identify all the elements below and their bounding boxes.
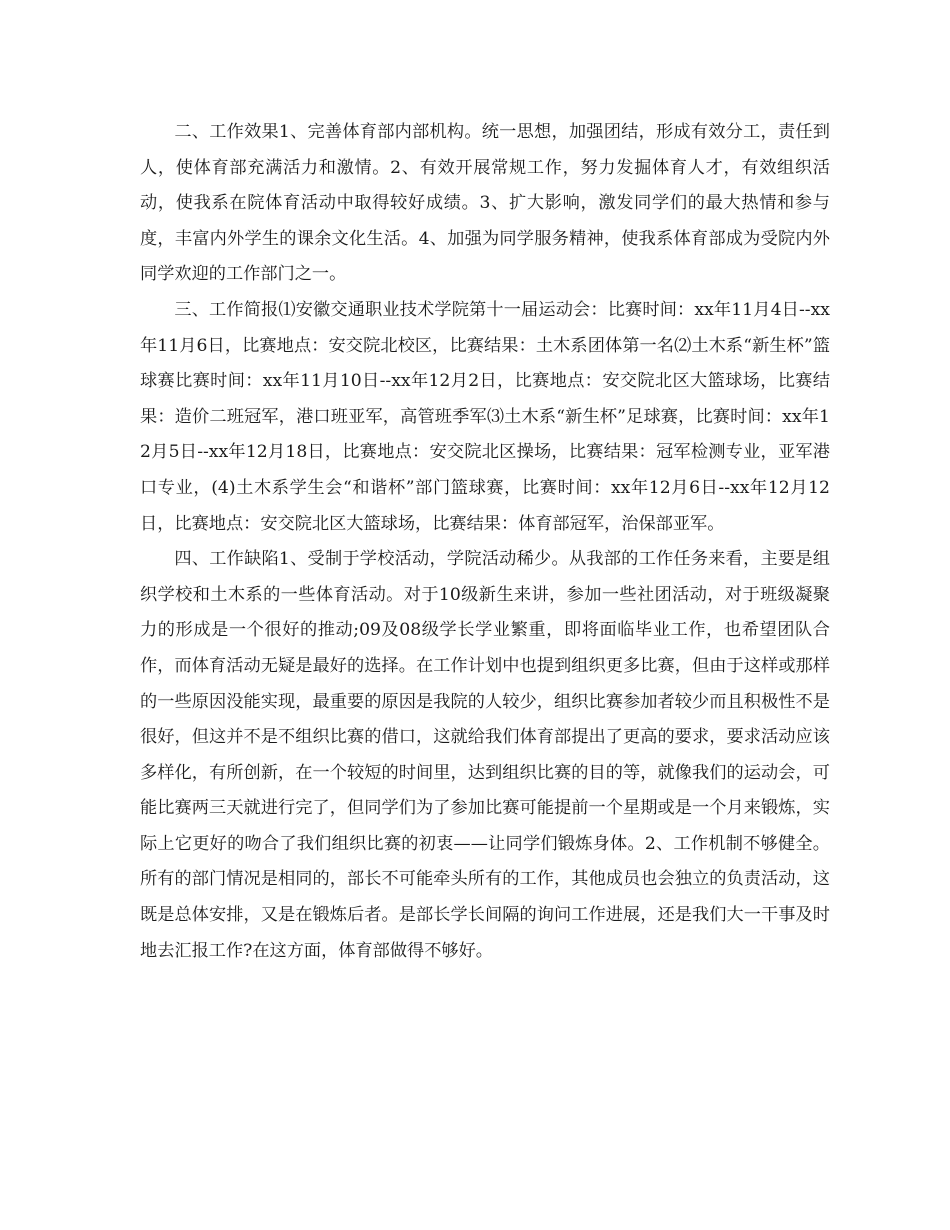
paragraph-work-results: 二、工作效果1、完善体育部内部机构。统一思想，加强团结，形成有效分工，责任到人，使体育部充满活力和激情。2、有效开展常规工作，努力发掘体育人才，有效组织活动，使我系在院体育活动中取得较好成绩。3、扩大影响，激发同学们的最大热情和参与度，丰富内外学生的课余文化生活。4、加强为同学服务精神，使我系体育部成为受院内外同学欢迎的工作部门之一。 [140, 122, 830, 285]
paragraph-work-shortcomings: 四、工作缺陷1、受制于学校活动，学院活动稀少。从我部的工作任务来看，主要是组织学校和土木系的一些体育活动。对于10级新生来讲，参加一些社团活动，对于班级凝聚力的形成是一个很好的推动;09及08级学长学业繁重，即将面临毕业工作，也希望团队合作，而体育活动无疑是最好的选择。在工作计划中也提到组织更多比赛，但由于这样或那样的一些原因没能实现，最重要的原因是我院的人较少，组织比赛参加者较少而且积极性不是很好，但这并不是不组织比赛的借口，这就给我们体育部提出了更高的要求，要求活动应该多样化，有所创新，在一个较短的时间里，达到组织比赛的目的等，就像我们的运动会，可能比赛两三天就进行完了，但同学们为了参加比赛可能提前一个星期或是一个月来锻炼，实际上它更好的吻合了我们组织比赛的初衷——让同学们锻炼身体。2、工作机制不够健全。所有的部门情况是相同的，部长不可能牵头所有的工作，其他成员也会独立的负责活动，这既是总体安排，又是在锻炼后者。是部长学长间隔的询问工作进展，还是我们大一干事及时地去汇报工作?在这方面，体育部做得不够好。 [140, 549, 830, 961]
document-body [140, 115, 830, 969]
paragraph-work-briefing: 三、工作简报⑴安徽交通职业技术学院第十一届运动会：比赛时间：xx年11月4日--xx年11月6日，比赛地点：安交院北校区，比赛结果：土木系团体第一名⑵土木系“新生杯”篮球赛比赛时间：xx年11月10日--xx年12月2日，比赛地点：安交院北区大篮球场，比赛结果：造价二班冠军，港口班亚军，高管班季军⑶土木系“新生杯”足球赛，比赛时间：xx年12月5日--xx年12月18日，比赛地点：安交院北区操场，比赛结果：冠军检测专业，亚军港口专业，(4)土木系学生会“和谐杯”部门篮球赛，比赛时间：xx年12月6日--xx年12月12日，比赛地点：安交院北区大篮球场，比赛结果：体育部冠军，治保部亚军。 [140, 299, 830, 534]
